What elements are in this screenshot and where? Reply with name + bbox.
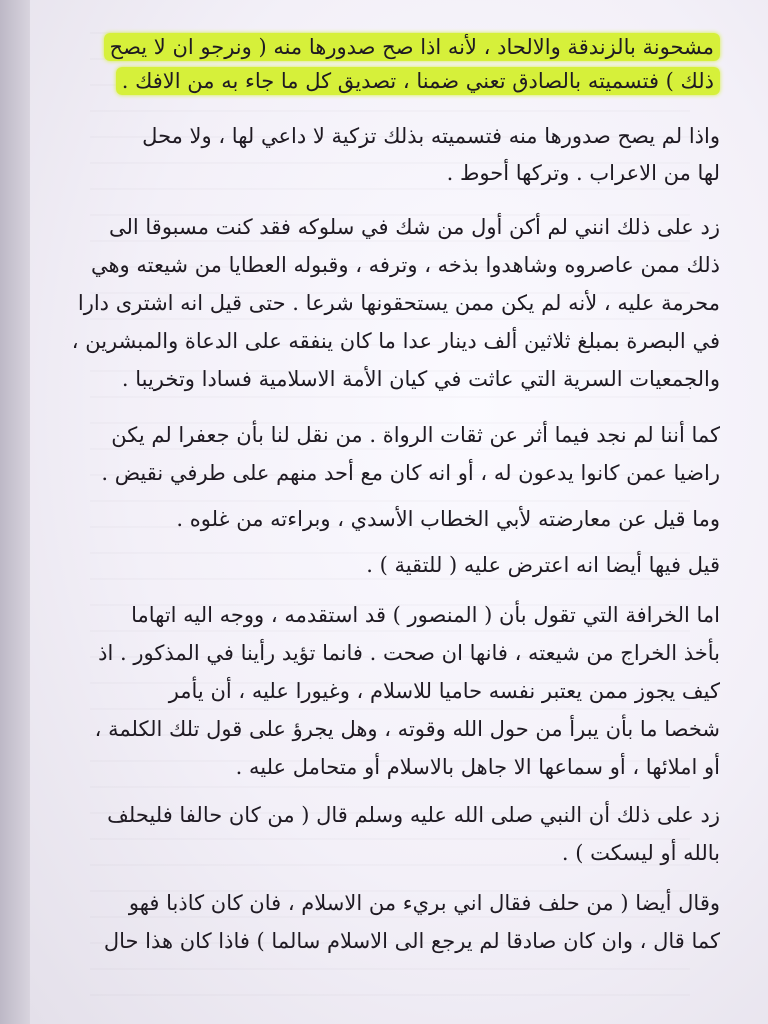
highlighted-text: ذلك ) فتسميته بالصادق تعني ضمنا ، تصديق كل ما جاء به من الافك . xyxy=(116,67,720,95)
text-line: زد على ذلك أن النبي صلى الله عليه وسلم قال ( من كان حالفا فليحلف xyxy=(107,803,720,827)
paragraph xyxy=(70,596,720,786)
highlighted-paragraph xyxy=(70,34,720,94)
text-line: كما أننا لم نجد فيما أثر عن ثقات الرواة . من نقل لنا بأن جعفرا لم يكن xyxy=(111,423,720,447)
highlighted-text: مشحونة بالزندقة والالحاد ، لأنه اذا صح صدورها منه ( ونرجو ان لا يصح xyxy=(104,33,720,61)
text-line: شخصا ما بأن يبرأ من حول الله وقوته ، وهل يجرؤ على قول تلك الكلمة ، xyxy=(94,717,720,741)
text-line: بأخذ الخراج من شيعته ، فانها ان صحت . فانما تؤيد رأينا في المذكور . اذ xyxy=(98,641,720,665)
paragraph xyxy=(70,546,720,584)
text-line: واذا لم يصح صدورها منه فتسميته بذلك تزكية لا داعي لها ، ولا محل xyxy=(142,124,720,148)
text-line: كما قال ، وان كان صادقا لم يرجع الى الاسلام سالما ) فاذا كان هذا حال xyxy=(103,929,720,953)
paragraph xyxy=(70,116,720,190)
book-page xyxy=(30,0,768,1024)
paragraph xyxy=(70,796,720,872)
text-line: محرمة عليه ، لأنه لم يكن ممن يستحقونها شرعا . حتى قيل انه اشترى دارا xyxy=(77,291,720,315)
text-line: قيل فيها أيضا انه اعترض عليه ( للتقية ) . xyxy=(366,553,720,577)
text-line: كيف يجوز ممن يعتبر نفسه حاميا للاسلام ، وغيورا عليه ، أن يأمر xyxy=(168,679,720,703)
text-line: لها من الاعراب . وتركها أحوط . xyxy=(446,161,720,185)
text-line: والجمعيات السرية التي عاثت في كيان الأمة الاسلامية فسادا وتخريبا . xyxy=(121,367,720,391)
text-line xyxy=(70,34,720,60)
text-line: وقال أيضا ( من حلف فقال اني بريء من الاسلام ، فان كان كاذبا فهو xyxy=(128,891,720,915)
page-text xyxy=(70,34,720,960)
text-line: أو املائها ، أو سماعها الا جاهل بالاسلام أو متحامل عليه . xyxy=(235,755,720,779)
text-line: اما الخرافة التي تقول بأن ( المنصور ) قد استقدمه ، ووجه اليه اتهاما xyxy=(131,603,720,627)
paragraph xyxy=(70,884,720,960)
text-line: زد على ذلك انني لم أكن أول من شك في سلوكه فقد كنت مسبوقا الى xyxy=(108,215,720,239)
text-line xyxy=(70,68,720,94)
paragraph xyxy=(70,500,720,538)
text-line: في البصرة بمبلغ ثلاثين ألف دينار عدا ما كان ينفقه على الدعاة والمبشرين ، xyxy=(71,329,720,353)
paragraph xyxy=(70,416,720,492)
text-line: وما قيل عن معارضته لأبي الخطاب الأسدي ، وبراءته من غلوه . xyxy=(176,507,720,531)
text-line: راضيا عمن كانوا يدعون له ، أو انه كان مع أحد منهم على طرفي نقيض . xyxy=(101,461,720,485)
desk-background xyxy=(0,0,30,1024)
text-line: ذلك ممن عاصروه وشاهدوا بذخه ، وترفه ، وقبوله العطايا من شيعته وهي xyxy=(90,253,720,277)
text-line: بالله أو ليسكت ) . xyxy=(561,841,720,865)
paragraph xyxy=(70,208,720,398)
